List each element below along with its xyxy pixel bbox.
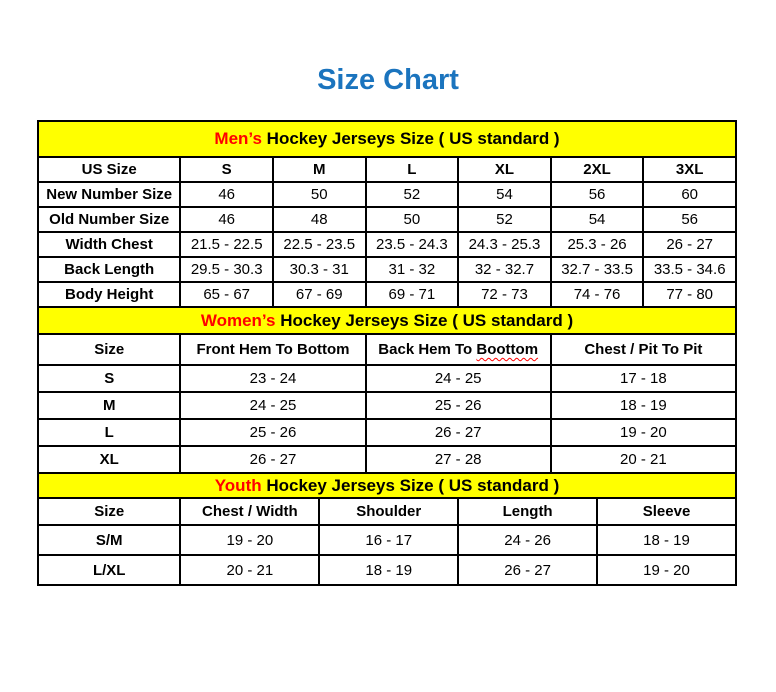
misspelled-word-squiggle: Boottom	[476, 341, 539, 358]
women-column-header: Size	[38, 334, 180, 365]
value-cell: 32.7 - 33.5	[551, 257, 644, 282]
table-row	[38, 555, 736, 585]
value-cell: 17 - 18	[551, 365, 736, 392]
women-section-heading	[38, 307, 736, 334]
table-row	[38, 525, 736, 555]
row-label: L	[38, 419, 180, 446]
youth-column-header: Sleeve	[597, 498, 736, 525]
table-row	[38, 419, 736, 446]
value-cell: 77 - 80	[643, 282, 736, 307]
value-cell: 20 - 21	[551, 446, 736, 473]
women-size-table	[37, 306, 737, 474]
value-cell: 24 - 25	[366, 365, 551, 392]
size-chart-tables	[37, 120, 737, 586]
row-label: Body Height	[38, 282, 180, 307]
value-cell: 23 - 24	[180, 365, 365, 392]
youth-section-band	[38, 473, 736, 498]
youth-column-header: Shoulder	[319, 498, 458, 525]
men-column-header: 2XL	[551, 157, 644, 182]
men-column-header-row	[38, 157, 736, 182]
value-cell: 24.3 - 25.3	[458, 232, 551, 257]
value-cell: 16 - 17	[319, 525, 458, 555]
youth-section-heading	[38, 473, 736, 498]
value-cell: 25 - 26	[366, 392, 551, 419]
value-cell: 18 - 19	[597, 525, 736, 555]
row-label: S/M	[38, 525, 180, 555]
page-title: Size Chart	[317, 64, 459, 96]
value-cell: 46	[180, 182, 273, 207]
row-label: L/XL	[38, 555, 180, 585]
table-row	[38, 182, 736, 207]
row-label: Back Length	[38, 257, 180, 282]
value-cell: 33.5 - 34.6	[643, 257, 736, 282]
table-row	[38, 232, 736, 257]
men-column-header: US Size	[38, 157, 180, 182]
value-cell: 18 - 19	[319, 555, 458, 585]
women-heading-text: Hockey Jerseys Size ( US standard )	[275, 310, 574, 330]
value-cell: 54	[458, 182, 551, 207]
value-cell: 30.3 - 31	[273, 257, 366, 282]
men-section-heading	[38, 121, 736, 157]
table-row	[38, 282, 736, 307]
youth-column-header: Size	[38, 498, 180, 525]
value-cell: 65 - 67	[180, 282, 273, 307]
value-cell: 26 - 27	[458, 555, 597, 585]
value-cell: 26 - 27	[180, 446, 365, 473]
women-heading-highlight: Women’s	[200, 310, 276, 330]
youth-column-header-row	[38, 498, 736, 525]
value-cell: 19 - 20	[597, 555, 736, 585]
value-cell: 52	[366, 182, 459, 207]
value-cell: 19 - 20	[551, 419, 736, 446]
value-cell: 19 - 20	[180, 525, 319, 555]
value-cell: 20 - 21	[180, 555, 319, 585]
men-column-header: XL	[458, 157, 551, 182]
value-cell: 46	[180, 207, 273, 232]
table-row	[38, 257, 736, 282]
value-cell: 74 - 76	[551, 282, 644, 307]
row-label: New Number Size	[38, 182, 180, 207]
youth-column-header: Chest / Width	[180, 498, 319, 525]
men-column-header: 3XL	[643, 157, 736, 182]
youth-size-table	[37, 472, 737, 586]
men-column-header: M	[273, 157, 366, 182]
value-cell: 18 - 19	[551, 392, 736, 419]
men-column-header: L	[366, 157, 459, 182]
value-cell: 56	[551, 182, 644, 207]
value-cell: 24 - 25	[180, 392, 365, 419]
value-cell: 52	[458, 207, 551, 232]
youth-column-header: Length	[458, 498, 597, 525]
women-column-header-row	[38, 334, 736, 365]
value-cell: 24 - 26	[458, 525, 597, 555]
men-section-band	[38, 121, 736, 157]
men-heading-highlight: Men’s	[214, 129, 262, 148]
value-cell: 25.3 - 26	[551, 232, 644, 257]
youth-heading-text: Hockey Jerseys Size ( US standard )	[261, 475, 560, 495]
value-cell: 72 - 73	[458, 282, 551, 307]
value-cell: 29.5 - 30.3	[180, 257, 273, 282]
value-cell: 32 - 32.7	[458, 257, 551, 282]
value-cell: 25 - 26	[180, 419, 365, 446]
row-label: Width Chest	[38, 232, 180, 257]
value-cell: 23.5 - 24.3	[366, 232, 459, 257]
youth-heading-highlight: Youth	[214, 475, 262, 495]
value-cell: 67 - 69	[273, 282, 366, 307]
men-column-header: S	[180, 157, 273, 182]
value-cell: 69 - 71	[366, 282, 459, 307]
row-label: M	[38, 392, 180, 419]
women-column-header: Chest / Pit To Pit	[551, 334, 736, 365]
value-cell: 54	[551, 207, 644, 232]
value-cell: 50	[273, 182, 366, 207]
value-cell: 56	[643, 207, 736, 232]
value-cell: 50	[366, 207, 459, 232]
value-cell: 60	[643, 182, 736, 207]
table-row	[38, 365, 736, 392]
value-cell: 27 - 28	[366, 446, 551, 473]
value-cell: 26 - 27	[366, 419, 551, 446]
value-cell: 26 - 27	[643, 232, 736, 257]
table-row	[38, 392, 736, 419]
men-heading-text: Hockey Jerseys Size ( US standard )	[261, 129, 560, 148]
value-cell: 22.5 - 23.5	[273, 232, 366, 257]
row-label: Old Number Size	[38, 207, 180, 232]
value-cell: 31 - 32	[366, 257, 459, 282]
row-label: S	[38, 365, 180, 392]
women-section-band	[38, 307, 736, 334]
women-column-header: Back Hem To Boottom	[366, 334, 551, 365]
men-size-table	[37, 120, 737, 308]
table-row	[38, 446, 736, 473]
row-label: XL	[38, 446, 180, 473]
value-cell: 21.5 - 22.5	[180, 232, 273, 257]
women-column-header: Front Hem To Bottom	[180, 334, 365, 365]
table-row	[38, 207, 736, 232]
value-cell: 48	[273, 207, 366, 232]
